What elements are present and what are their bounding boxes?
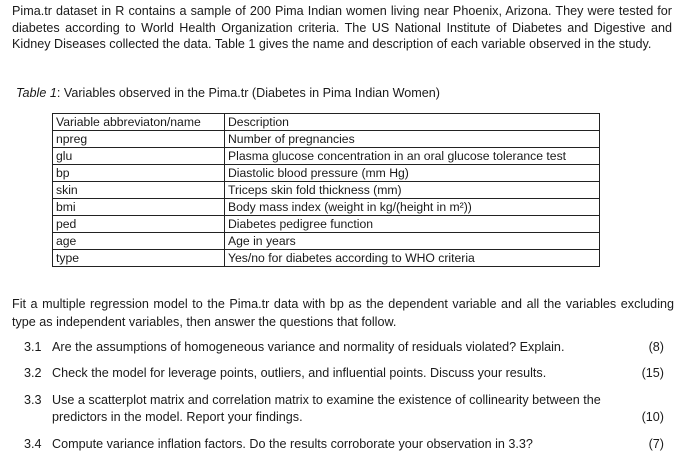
variable-name-cell: npreg [53,131,225,148]
table-row [53,165,600,182]
variables-table [52,113,600,267]
table-row [53,131,600,148]
variable-name-cell: type [53,250,225,267]
table-header-cell: Description [225,114,600,131]
variable-name-cell: age [53,233,225,250]
question-text: Check the model for leverage points, outliers, and influential points. Discuss your results. [52,366,547,380]
table-caption-text: : Variables observed in the Pima.tr (Diabetes in Pima Indian Women) [56,86,440,100]
question-text: Compute variance inflation factors. Do the results corroborate your observation in 3.3? [52,437,533,451]
table-row [53,148,600,165]
variable-description-cell: Diastolic blood pressure (mm Hg) [225,165,600,182]
question-marks: (8) [648,340,664,354]
question-marks: (10) [641,410,664,424]
task-instructions: Fit a multiple regression model to the Pima.tr data with bp as the dependent variable and all the variables excluding type as independent variables, then answer the questions that follow. [12,297,674,329]
variable-description-cell: Age in years [225,233,600,250]
variable-name-cell: glu [53,148,225,165]
question-text: Are the assumptions of homogeneous variance and normality of residuals violated? Explain. [52,340,565,354]
table-row [53,250,600,267]
variable-description-cell: Plasma glucose concentration in an oral glucose tolerance test [225,148,600,165]
table-row [53,199,600,216]
variable-name-cell: bmi [53,199,225,216]
question-number: 3.3 [24,393,42,407]
table-row [53,233,600,250]
table-caption [16,86,440,100]
variable-name-cell: ped [53,216,225,233]
table-header-cell: Variable abbreviaton/name [53,114,225,131]
question-number: 3.4 [24,437,42,451]
question-marks: (7) [648,437,664,451]
variable-description-cell: Diabetes pedigree function [225,216,600,233]
table-caption-label: Table 1 [16,86,57,100]
variable-description-cell: Body mass index (weight in kg/(height in m²)) [225,199,600,216]
intro-paragraph: Pima.tr dataset in R contains a sample of 200 Pima Indian women living near Phoenix, Arizona. They were tested for diabetes according to World Health Organization criteria. The US National Institute of Diabetes and Digestive and Kidney Diseases collected the data. Table 1 gives the name and description of each variable observed in the study. [12,4,672,51]
table-row [53,182,600,199]
question-number: 3.2 [24,366,42,380]
question-number: 3.1 [24,340,42,354]
table-header-row [53,114,600,131]
variable-description-cell: Triceps skin fold thickness (mm) [225,182,600,199]
variable-name-cell: skin [53,182,225,199]
variable-name-cell: bp [53,165,225,182]
question-text: Use a scatterplot matrix and correlation matrix to examine the existence of collinearity between the predictors in the model. Report your findings. [52,393,601,424]
question-marks: (15) [641,366,664,380]
table-row [53,216,600,233]
variable-description-cell: Yes/no for diabetes according to WHO criteria [225,250,600,267]
variable-description-cell: Number of pregnancies [225,131,600,148]
